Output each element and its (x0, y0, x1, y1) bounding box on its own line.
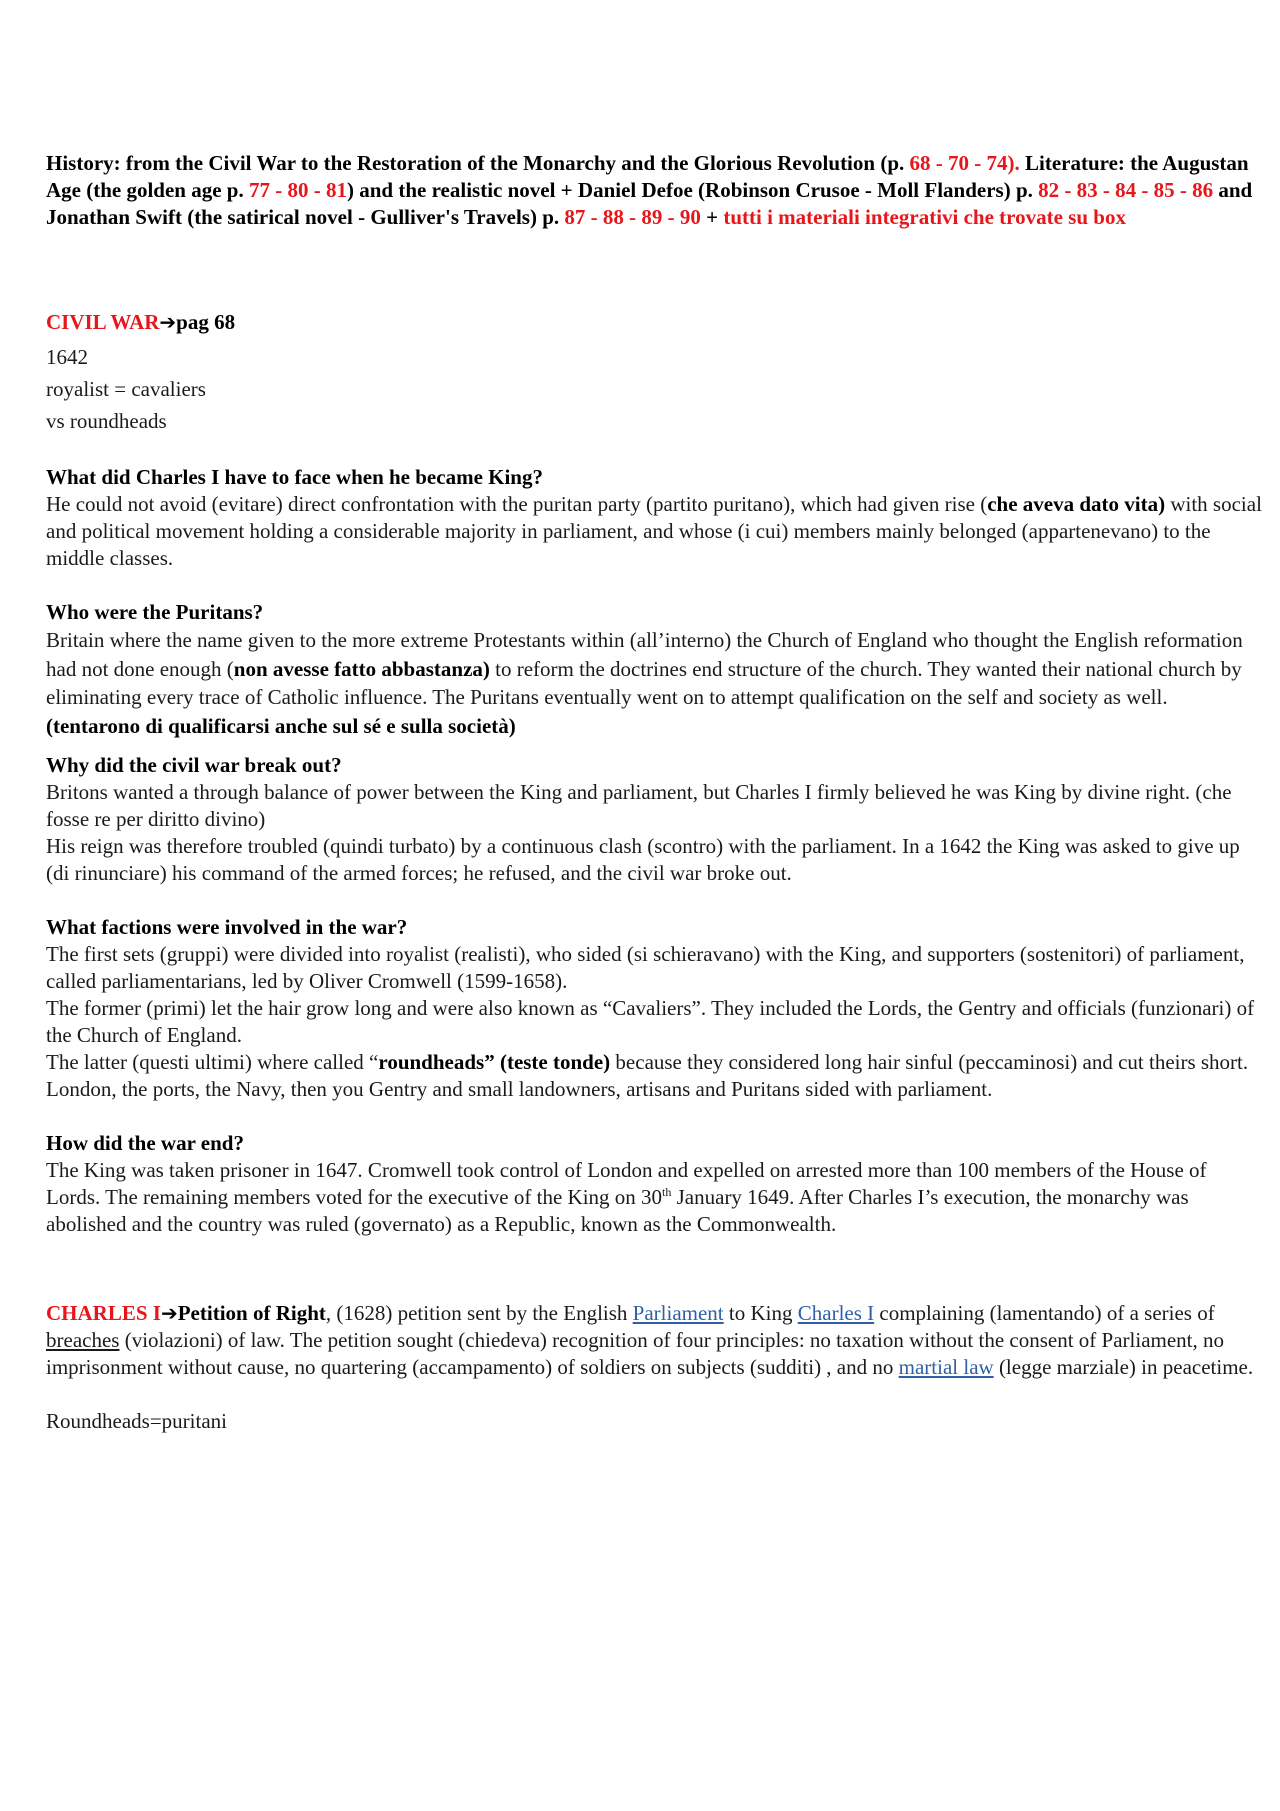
superscript: th (662, 1185, 672, 1199)
answer-text: with social and political movement holding a considerable majority in parliament, and whose (i cui) members mainly belonged (appartenevano) to the middle classes. (46, 492, 1262, 570)
answer-paragraph: The former (primi) let the hair grow long and were also known as “Cavaliers”. They included the Lords, the Gentry and officials (funzionari) of the Church of England. (46, 996, 1255, 1047)
charles-title: CHARLES I (46, 1301, 161, 1325)
body-text: (legge marziale) in peacetime. (993, 1355, 1254, 1379)
document-page (46, 150, 1262, 1435)
answer-paragraph (46, 1049, 1262, 1076)
body-text: complaining (lamentando) of a series of (874, 1301, 1215, 1325)
answer-text: because they considered long hair sinful (peccaminosi) and cut theirs short. (610, 1050, 1249, 1074)
intro-text: Literature: the Augustan Age (the golden age p. (46, 151, 1249, 202)
answer-paragraph: Britons wanted a through balance of power between the King and parliament, but Charles I firmly believed he was King by divine right. (che fosse re per diritto divino) (46, 780, 1232, 831)
charles-paragraph (46, 1300, 1262, 1381)
civil-war-title: CIVIL WAR (46, 310, 160, 334)
answer-paragraph: The first sets (gruppi) were divided into royalist (realisti), who sided (si schieravano) with the King, and supporters (sostenitori) of parliament, called parliamentarians, led by Oliver Cromwell (1599-1658). (46, 942, 1245, 993)
intro-pages-history: 68 - 70 - 74). (909, 151, 1020, 175)
answer-bold: roundheads” (teste tonde) (378, 1050, 611, 1074)
intro-text: History: from the Civil War to the Restoration of the Monarchy and the Glorious Revolution (p. (46, 151, 910, 175)
intro-text: ) and the realistic novel + Daniel Defoe (Robinson Crusoe - Moll Flanders) p. (347, 178, 1039, 202)
arrow-right-icon: ➔ (159, 310, 177, 334)
answer-paragraph (46, 1157, 1262, 1238)
body-text: , (1628) petition sent by the English (325, 1301, 633, 1325)
petition-term: Petition of Right (177, 1301, 326, 1325)
note-line: royalist = cavaliers (46, 377, 206, 401)
intro-pages-swift: 87 - 88 - 89 - 90 (564, 205, 701, 229)
civil-war-heading (46, 309, 1262, 336)
breaches-term: breaches (46, 1328, 120, 1352)
note-line: vs roundheads (46, 409, 167, 433)
answer-bold: che aveva dato vita) (987, 492, 1166, 516)
question-heading: What did Charles I have to face when he became King? (46, 465, 543, 489)
answer-paragraph: His reign was therefore troubled (quindi turbato) by a continuous clash (scontro) with the parliament. In a 1642 the King was asked to give up (di rinunciare) his command of the armed forces; he refused, and the civil war broke out. (46, 834, 1240, 885)
answer-text: The King was taken prisoner in 1647. Cromwell took control of London and expelled on arrested more than 100 members of the House of Lords. The remaining members voted for the executive of the King on 30 (46, 1158, 1207, 1209)
answer-bold: non avesse fatto abbastanza) (233, 656, 490, 681)
intro-pages-augustan: 77 - 80 - 81 (249, 178, 347, 202)
answer-text: January 1649. After Charles I’s execution, the monarchy was abolished and the country was ruled (governato) as a Republic, known as the Commonwealth. (46, 1185, 1189, 1236)
question-heading: Who were the Puritans? (46, 600, 264, 624)
intro-materials-note: tutti i materiali integrativi che trovate su box (723, 205, 1126, 229)
question-heading: Why did the civil war break out? (46, 753, 342, 777)
assignment-intro (46, 150, 1262, 231)
question-heading: How did the war end? (46, 1131, 244, 1155)
footer-note: Roundheads=puritani (46, 1409, 227, 1433)
charles-i-link[interactable]: Charles I (797, 1301, 875, 1325)
intro-text: + (700, 205, 724, 229)
answer-text: Britain where the name given to the more extreme Protestants within (all’interno) the Church of England who thought the English reformation had not done enough ( (46, 628, 1243, 681)
body-text: to King (723, 1301, 798, 1325)
civil-war-page: pag 68 (176, 310, 236, 334)
answer-paragraph: London, the ports, the Navy, then you Gentry and small landowners, artisans and Puritans sided with parliament. (46, 1077, 993, 1101)
arrow-right-icon: ➔ (160, 1301, 178, 1325)
intro-text: and Jonathan Swift (the satirical novel - Gulliver's Travels) p. (46, 178, 1253, 229)
intro-pages-defoe: 82 - 83 - 84 - 85 - 86 (1038, 178, 1214, 202)
answer-text: to reform the doctrines end structure of the church. They wanted their national church by eliminating every trace of Catholic influence. The Puritans eventually went on to attempt qualification on the self and society as well. (46, 656, 1242, 709)
body-text: (violazioni) of law. The petition sought (chiedeva) recognition of four principles: no taxation without the consent of Parliament, no imprisonment without cause, no quartering (accampamento) of soldiers on subjects (sudditi) , and no (46, 1328, 1225, 1379)
parliament-link[interactable]: Parliament (632, 1301, 724, 1325)
answer-paragraph (46, 491, 1262, 572)
answer-text: The latter (questi ultimi) where called “ (46, 1050, 379, 1074)
answer-text: He could not avoid (evitare) direct confrontation with the puritan party (partito puritano), which had given rise ( (46, 492, 988, 516)
note-line: 1642 (46, 345, 88, 369)
answer-paragraph (46, 626, 1262, 740)
question-heading: What factions were involved in the war? (46, 915, 408, 939)
answer-bold: (tentarono di qualificarsi anche sul sé e sulla società) (46, 713, 516, 738)
martial-law-link[interactable]: martial law (898, 1355, 994, 1379)
